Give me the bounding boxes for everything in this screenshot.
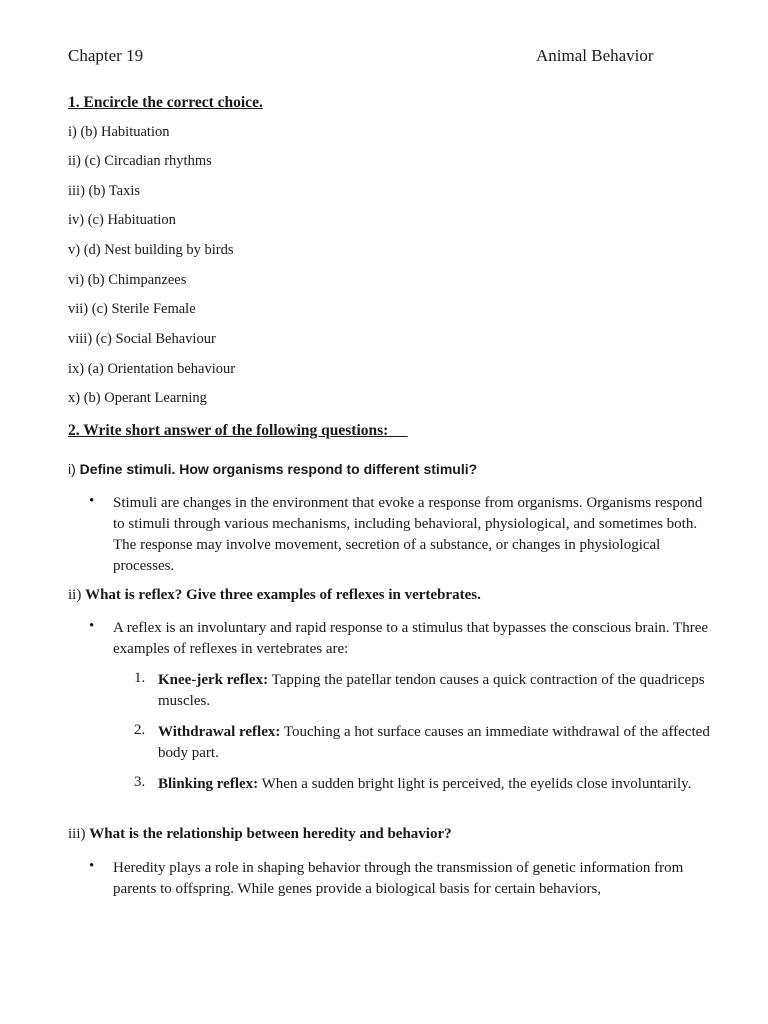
question-2-text: What is reflex? Give three examples of reflexes in vertebrates. [85, 587, 481, 603]
answer-2: A reflex is an involuntary and rapid response to a stimulus that bypasses the conscious brain. Three examples of reflexes in vertebrates are: [113, 620, 709, 657]
section1-heading: 1. Encircle the correct choice. [68, 94, 263, 111]
example-number: 3. [134, 774, 146, 790]
reflex-example [158, 774, 718, 795]
mcq-answer: ii) (c) Circadian rhythms [68, 153, 212, 169]
reflex-example [158, 722, 718, 764]
chapter-title: Animal Behavior [536, 46, 654, 65]
section2-heading [68, 422, 408, 440]
question-2 [68, 587, 481, 604]
bullet-icon: • [89, 618, 95, 634]
question-1-text: Define stimuli. How organisms respond to different stimuli? [79, 461, 478, 477]
mcq-answer: vi) (b) Chimpanzees [68, 272, 187, 288]
mcq-answer: v) (d) Nest building by birds [68, 242, 234, 258]
reflex-example [158, 670, 718, 712]
answer-3: Heredity plays a role in shaping behavior through the transmission of genetic information from parents to offspring. While genes provide a biological basis for certain behaviors, [113, 860, 684, 897]
bullet-icon: • [89, 858, 95, 874]
answer-1: Stimuli are changes in the environment that evoke a response from organisms. Organisms respond to stimuli through various mechanisms, including behavioral, physiological, and sometimes both. The response may involve movement, secretion of a substance, or changes in physiological processes. [113, 495, 703, 574]
section2-heading-text: 2. Write short answer of the following questions: [68, 422, 389, 439]
chapter-number: Chapter 19 [68, 46, 144, 65]
question-2-number: ii) [68, 587, 86, 603]
reflex-description: Touching a hot surface causes an immediate withdrawal of the affected body part. [158, 724, 710, 761]
example-number: 2. [134, 722, 146, 738]
reflex-term: Withdrawal reflex: [158, 724, 281, 740]
mcq-answer: ix) (a) Orientation behaviour [68, 361, 236, 377]
question-1 [68, 461, 477, 477]
question-1-number: i) [68, 461, 80, 477]
reflex-term: Blinking reflex: [158, 776, 259, 792]
reflex-description: When a sudden bright light is perceived, the eyelids close involuntarily. [258, 776, 692, 792]
example-number: 1. [134, 670, 146, 686]
mcq-answer: iii) (b) Taxis [68, 183, 141, 199]
mcq-answer: iv) (c) Habituation [68, 212, 176, 228]
question-3-text: What is the relationship between heredity and behavior? [89, 826, 452, 842]
question-3-number: iii) [68, 826, 90, 842]
bullet-icon: • [89, 493, 95, 509]
reflex-term: Knee-jerk reflex: [158, 672, 269, 688]
mcq-answer: x) (b) Operant Learning [68, 390, 207, 406]
section2-heading-trail [388, 422, 407, 439]
mcq-answer: viii) (c) Social Behaviour [68, 331, 216, 347]
mcq-answer: i) (b) Habituation [68, 124, 170, 140]
question-3 [68, 826, 452, 843]
mcq-answer: vii) (c) Sterile Female [68, 301, 196, 317]
reflex-description: Tapping the patellar tendon causes a quick contraction of the quadriceps muscles. [158, 672, 705, 709]
